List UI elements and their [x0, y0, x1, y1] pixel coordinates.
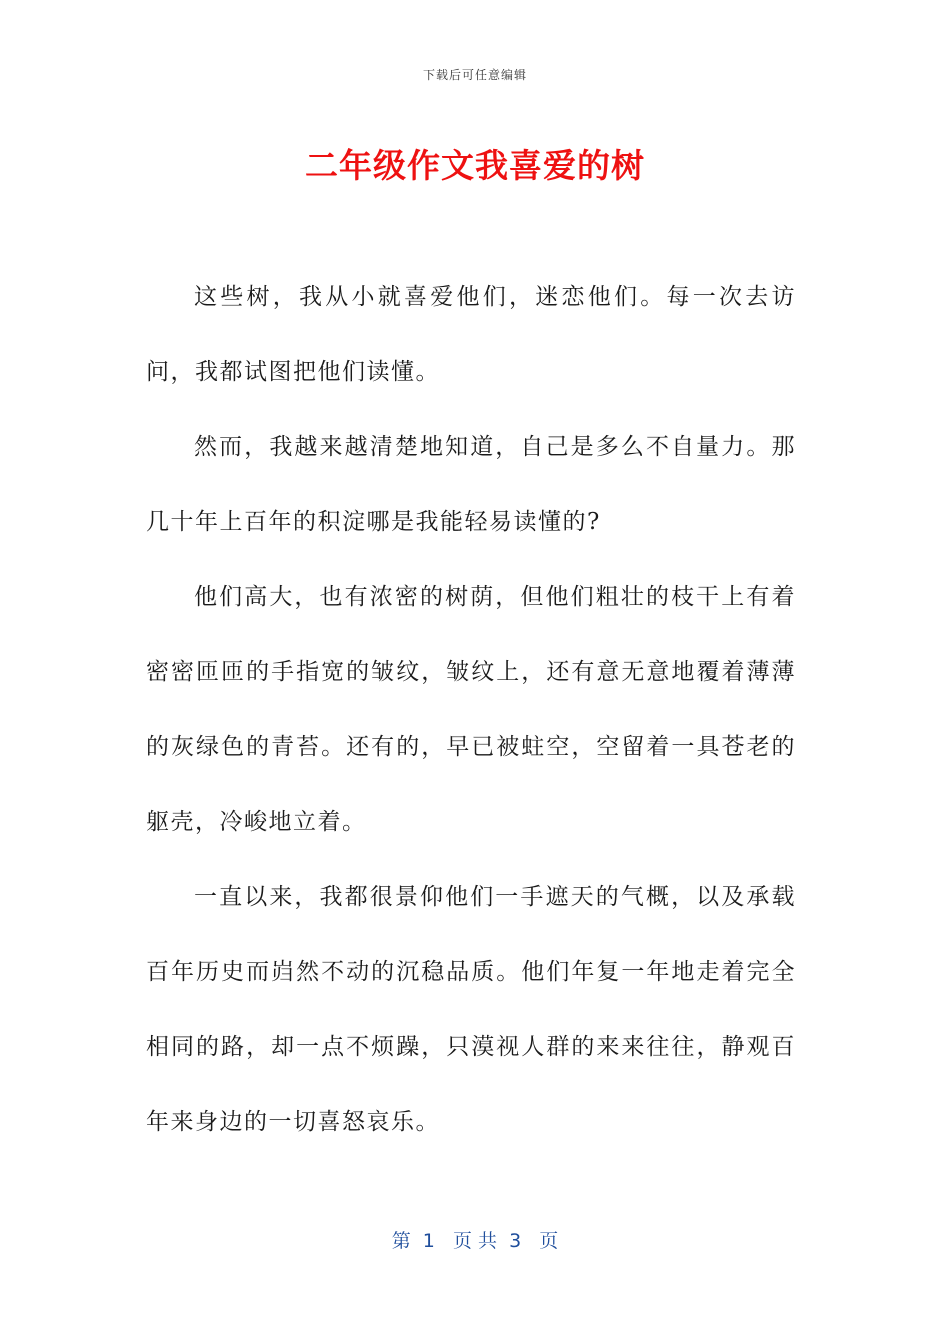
- document-body: [146, 260, 796, 1160]
- document-title: 二年级作文我喜爱的树: [305, 146, 645, 185]
- paragraph: 一直以来，我都很景仰他们一手遮天的气概，以及承载百年历史而岿然不动的沉稳品质。他们年复一年地走着完全相同的路，却一点不烦躁，只漠视人群的来来往往，静观百年来身边的一切喜怒哀乐。: [146, 884, 796, 1135]
- paragraph: 这些树，我从小就喜爱他们，迷恋他们。每一次去访问，我都试图把他们读懂。: [146, 284, 796, 385]
- header-note: 下载后可任意编辑: [422, 68, 527, 82]
- page-number-footer: 第 1 页 共 3 页: [391, 1230, 559, 1252]
- paragraph: 然而，我越来越清楚地知道，自己是多么不自量力。那几十年上百年的积淀哪是我能轻易读懂的?: [146, 434, 796, 535]
- paragraph: 他们高大，也有浓密的树荫，但他们粗壮的枝干上有着密密匝匝的手指宽的皱纹，皱纹上，还有意无意地覆着薄薄的灰绿色的青苔。还有的，早已被蛀空，空留着一具苍老的躯壳，冷峻地立着。: [146, 584, 796, 835]
